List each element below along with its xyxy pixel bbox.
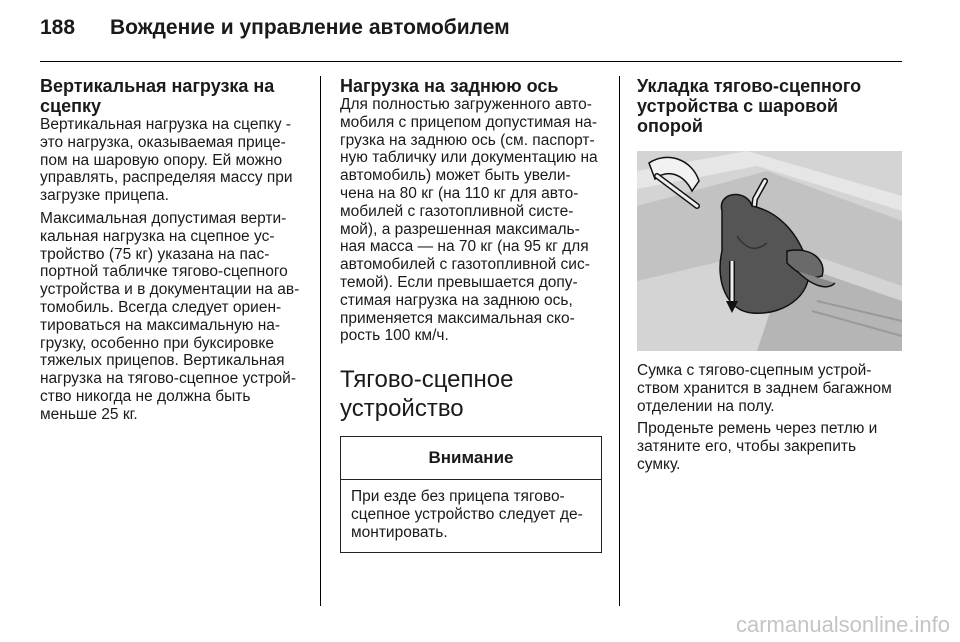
paragraph-vertical-load-max: Максимальная допустимая верти- кальная нагрузка на сцепное ус- тройство (75 кг) указана на пас- портной табличке тягово-сцепного устройства и в документации на ав- томобиль. Всегда следует ориен- тироваться на максимальную на- грузку, особенно при буксировке тяжелых прицепов. Вертикальная нагрузка на тягово-сцепное устрой- ство никогда не должна быть меньше 25 кг.	[40, 209, 300, 423]
column-left	[40, 76, 306, 429]
header-divider	[40, 61, 902, 62]
watermark: carmanualsonline.info	[735, 612, 950, 637]
paragraph-strap-instructions: Проденьте ремень через петлю и затяните его, чтобы закрепить сумку.	[637, 420, 878, 473]
page-title: Вождение и управление автомобилем	[110, 16, 510, 39]
paragraph-rear-axle-load: Для полностью загруженного авто- мобиля с прицепом допустимая на- грузка на заднюю ось (см. паспорт- ную табличку или документацию на автомобиль) может быть увели- чена на 80 кг (на 110 кг для авто- мобилей с газотопливной систе- мой), а разрешенная максималь- ная масса — на 70 кг (на 95 кг для автомобилей с газотопливной сис- темой). Если превышается допу- стимая нагрузка на заднюю ось, применяется максимальная ско- рость 100 км/ч.	[340, 96, 598, 345]
warning-text: При езде без прицепа тягово- сцепное устройство следует де- монтировать.	[351, 488, 583, 541]
column-middle	[340, 76, 602, 553]
section-title-towbar: Тягово-сцепное устройство	[340, 366, 514, 423]
section-heading-vertical-load: Вертикальная нагрузка на сцепку	[40, 76, 275, 116]
warning-box	[340, 436, 602, 552]
towbar-bag-strap-illustration	[637, 151, 902, 351]
page-number: 188	[40, 16, 76, 39]
paragraph-vertical-load-definition: Вертикальная нагрузка на сцепку - это нагрузка, оказываемая прице- пом на шаровую опору. Ей можно управлять, распределяя массу при загрузке прицепа.	[40, 116, 293, 205]
warning-title: Внимание	[341, 437, 601, 480]
section-heading-towbar-stowage: Укладка тягово-сцепного устройства с шаровой опорой	[637, 76, 862, 136]
section-heading-rear-axle-load: Нагрузка на заднюю ось	[340, 76, 559, 96]
column-right	[637, 76, 902, 479]
image-caption: Сумка с тягово-сцепным устрой- ством хранится в заднем багажном отделении на полу.	[637, 362, 892, 415]
column-divider-right	[619, 76, 620, 606]
column-divider-left	[320, 76, 321, 606]
